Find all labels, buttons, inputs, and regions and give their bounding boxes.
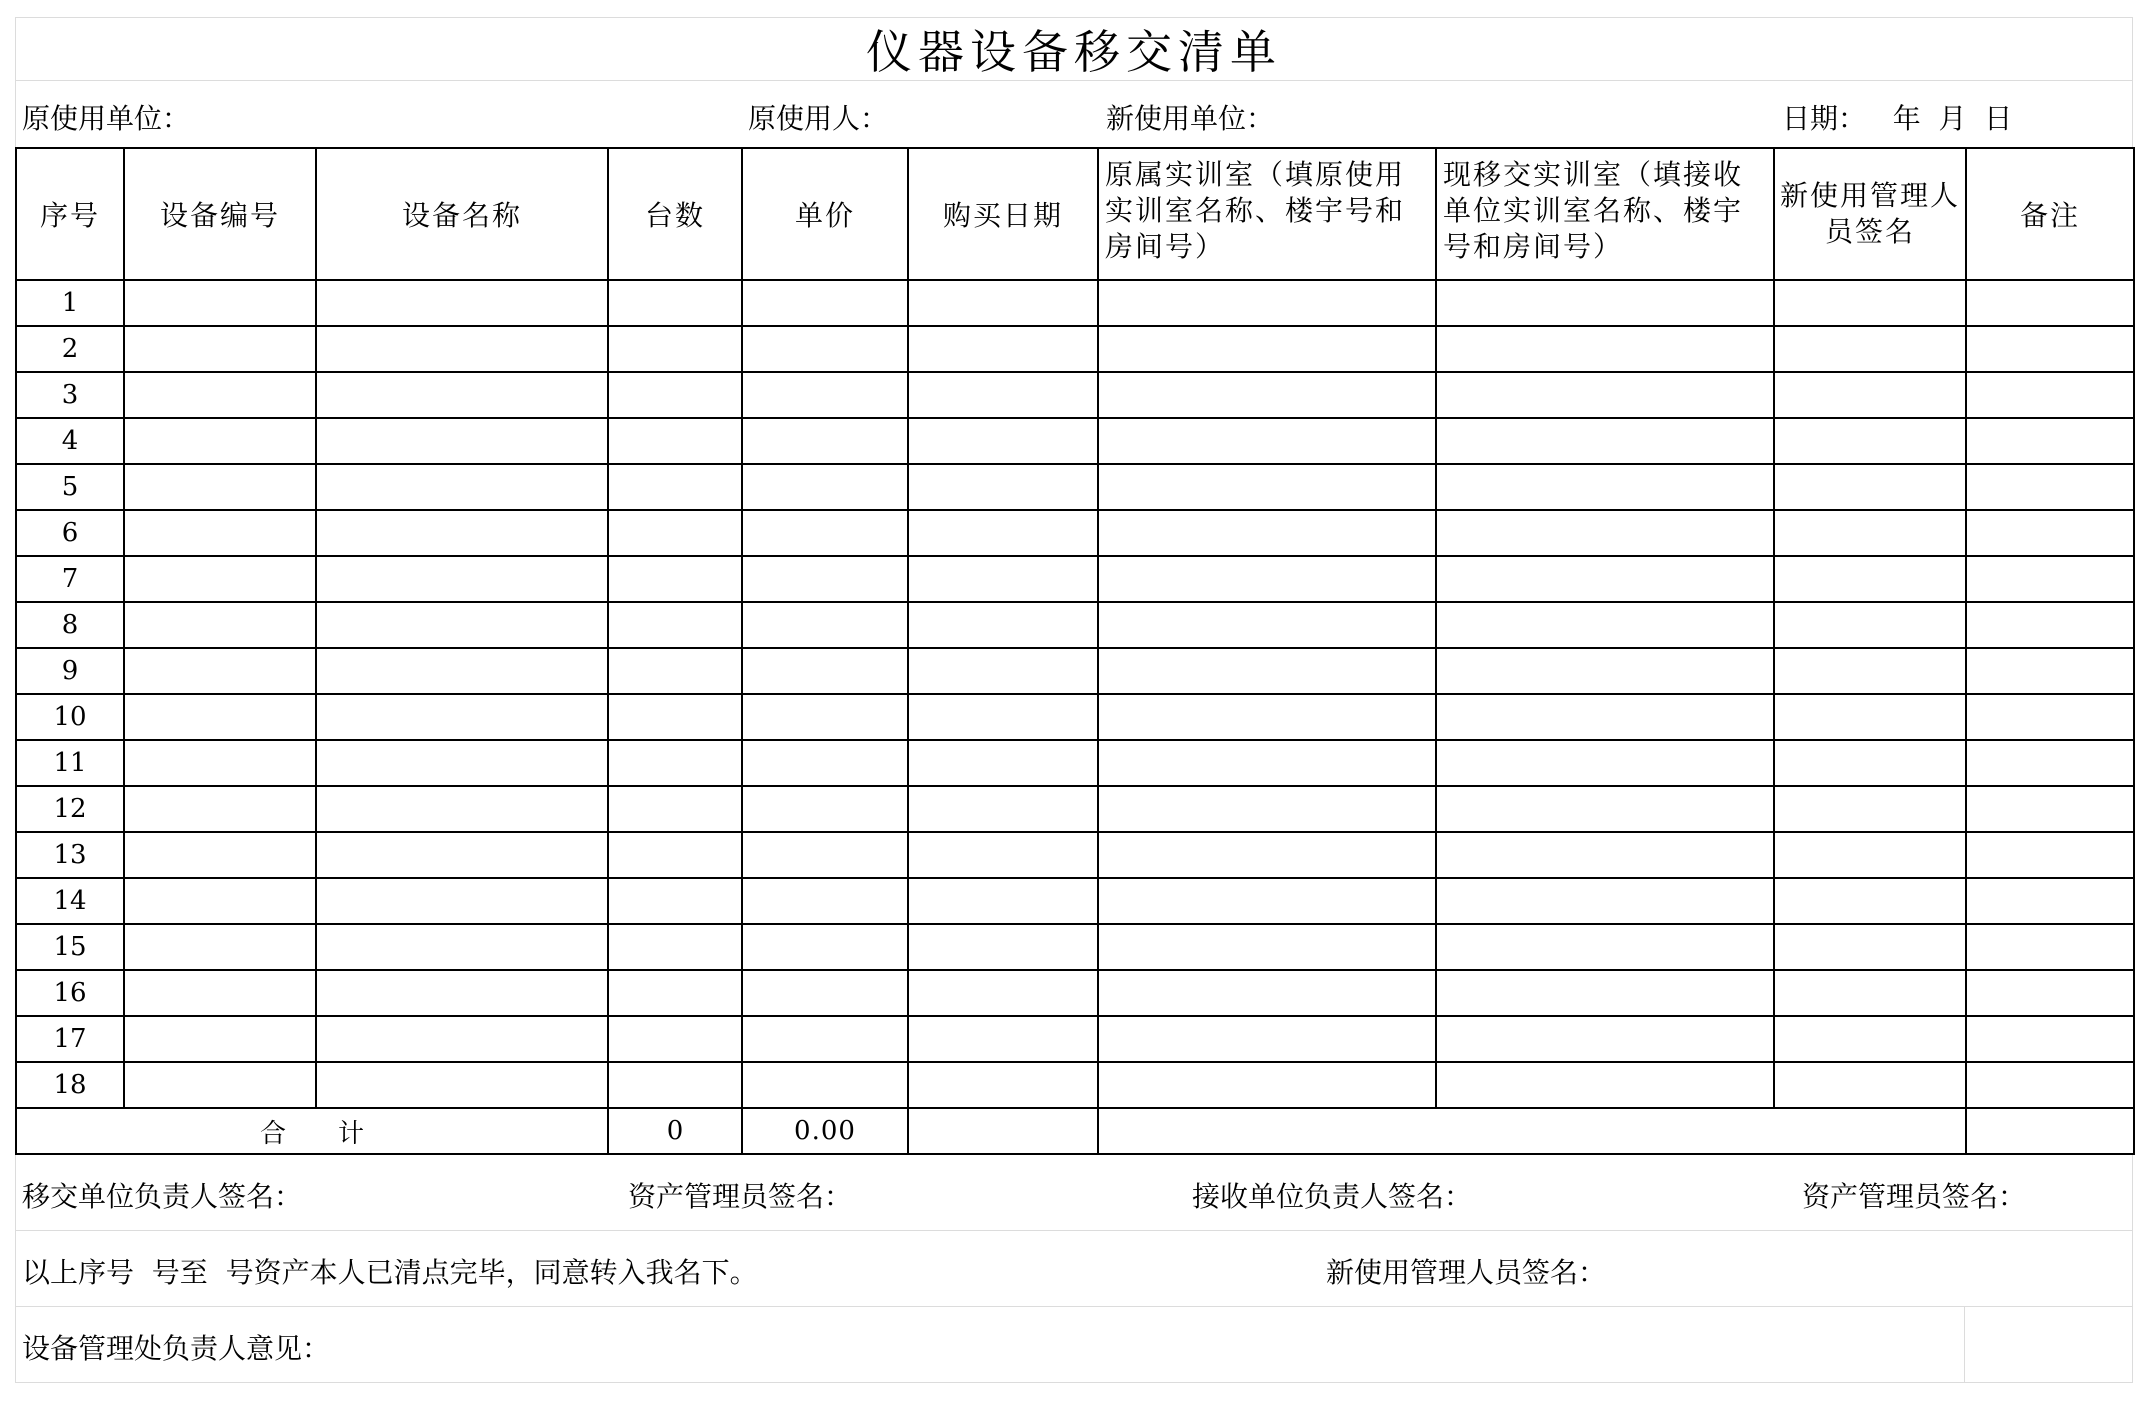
row-name-cell[interactable] xyxy=(316,694,608,740)
row-manager-cell[interactable] xyxy=(1774,556,1966,602)
row-orig-room-cell[interactable] xyxy=(1098,602,1436,648)
row-code-cell[interactable] xyxy=(124,464,316,510)
row-manager-cell[interactable] xyxy=(1774,924,1966,970)
row-price-cell[interactable] xyxy=(742,970,908,1016)
row-manager-cell[interactable] xyxy=(1774,1062,1966,1108)
row-note-cell[interactable] xyxy=(1966,464,2134,510)
row-qty-cell[interactable] xyxy=(608,602,742,648)
row-new-room-cell[interactable] xyxy=(1436,602,1774,648)
row-buy-date-cell[interactable] xyxy=(908,878,1098,924)
row-manager-cell[interactable] xyxy=(1774,786,1966,832)
table-row xyxy=(16,602,2134,648)
row-seq: 14 xyxy=(16,878,124,924)
row-qty-cell[interactable] xyxy=(608,694,742,740)
row-name-cell[interactable] xyxy=(316,924,608,970)
row-qty-cell[interactable] xyxy=(608,464,742,510)
orig-unit-label: 原使用单位： xyxy=(22,102,191,135)
row-name-cell[interactable] xyxy=(316,280,608,326)
table-row xyxy=(16,740,2134,786)
row-buy-date-cell[interactable] xyxy=(908,1062,1098,1108)
row-orig-room-cell[interactable] xyxy=(1098,280,1436,326)
table-row xyxy=(16,970,2134,1016)
row-price-cell[interactable] xyxy=(742,832,908,878)
row-buy-date-cell[interactable] xyxy=(908,326,1098,372)
header-orig-room: 原属实训室（填原使用实训室名称、楼宇号和房间号） xyxy=(1098,148,1436,280)
row-seq: 1 xyxy=(16,280,124,326)
row-seq: 3 xyxy=(16,372,124,418)
row-buy-date-cell[interactable] xyxy=(908,510,1098,556)
row-seq: 6 xyxy=(16,510,124,556)
row-price-cell[interactable] xyxy=(742,1062,908,1108)
row-code-cell[interactable] xyxy=(124,556,316,602)
header-buy-date: 购买日期 xyxy=(908,148,1098,280)
form-title: 仪器设备移交清单 xyxy=(15,17,2133,81)
row-price-cell[interactable] xyxy=(742,694,908,740)
row-buy-date-cell[interactable] xyxy=(908,602,1098,648)
row-orig-room-cell[interactable] xyxy=(1098,694,1436,740)
row-orig-room-cell[interactable] xyxy=(1098,418,1436,464)
row-note-cell[interactable] xyxy=(1966,740,2134,786)
row-buy-date-cell[interactable] xyxy=(908,740,1098,786)
header-note: 备注 xyxy=(1966,148,2134,280)
row-new-room-cell[interactable] xyxy=(1436,1062,1774,1108)
row-manager-cell[interactable] xyxy=(1774,280,1966,326)
row-seq: 8 xyxy=(16,602,124,648)
row-code-cell[interactable] xyxy=(124,740,316,786)
row-name-cell[interactable] xyxy=(316,832,608,878)
row-qty-cell[interactable] xyxy=(608,924,742,970)
row-buy-date-cell[interactable] xyxy=(908,556,1098,602)
total-row xyxy=(16,1108,2134,1154)
transfer-head-sign-label: 移交单位负责人签名： xyxy=(22,1180,303,1213)
row-code-cell[interactable] xyxy=(124,372,316,418)
row-seq: 12 xyxy=(16,786,124,832)
row-note-cell[interactable] xyxy=(1966,280,2134,326)
row-code-cell[interactable] xyxy=(124,280,316,326)
row-manager-cell[interactable] xyxy=(1774,464,1966,510)
row-qty-cell[interactable] xyxy=(608,878,742,924)
table-row xyxy=(16,280,2134,326)
row-buy-date-cell[interactable] xyxy=(908,832,1098,878)
row-buy-date-cell[interactable] xyxy=(908,372,1098,418)
row-new-room-cell[interactable] xyxy=(1436,510,1774,556)
row-seq: 15 xyxy=(16,924,124,970)
row-qty-cell[interactable] xyxy=(608,832,742,878)
row-code-cell[interactable] xyxy=(124,786,316,832)
header-new-room: 现移交实训室（填接收单位实训室名称、楼宇号和房间号） xyxy=(1436,148,1774,280)
header-manager: 新使用管理人员签名 xyxy=(1774,148,1966,280)
table-row xyxy=(16,510,2134,556)
row-new-room-cell[interactable] xyxy=(1436,326,1774,372)
row-seq: 9 xyxy=(16,648,124,694)
row-manager-cell[interactable] xyxy=(1774,694,1966,740)
row-orig-room-cell[interactable] xyxy=(1098,1062,1436,1108)
row-manager-cell[interactable] xyxy=(1774,1016,1966,1062)
table-row xyxy=(16,372,2134,418)
row-orig-room-cell[interactable] xyxy=(1098,326,1436,372)
dept-opinion-label: 设备管理处负责人意见： xyxy=(22,1332,331,1365)
row-code-cell[interactable] xyxy=(124,510,316,556)
row-orig-room-cell[interactable] xyxy=(1098,464,1436,510)
row-manager-cell[interactable] xyxy=(1774,878,1966,924)
row-orig-room-cell[interactable] xyxy=(1098,924,1436,970)
new-unit-label: 新使用单位： xyxy=(1106,102,1275,135)
row-manager-cell[interactable] xyxy=(1774,326,1966,372)
row-qty-cell[interactable] xyxy=(608,372,742,418)
row-buy-date-cell[interactable] xyxy=(908,280,1098,326)
row-code-cell[interactable] xyxy=(124,970,316,1016)
row-price-cell[interactable] xyxy=(742,786,908,832)
row-orig-room-cell[interactable] xyxy=(1098,878,1436,924)
row-qty-cell[interactable] xyxy=(608,510,742,556)
row-price-cell[interactable] xyxy=(742,464,908,510)
date-label: 日期： 年 月 日 xyxy=(1782,102,2013,135)
row-note-cell[interactable] xyxy=(1966,1062,2134,1108)
row-orig-room-cell[interactable] xyxy=(1098,970,1436,1016)
row-orig-room-cell[interactable] xyxy=(1098,740,1436,786)
row-orig-room-cell[interactable] xyxy=(1098,372,1436,418)
row-note-cell[interactable] xyxy=(1966,556,2134,602)
row-new-room-cell[interactable] xyxy=(1436,418,1774,464)
row-new-room-cell[interactable] xyxy=(1436,280,1774,326)
row-new-room-cell[interactable] xyxy=(1436,924,1774,970)
row-orig-room-cell[interactable] xyxy=(1098,510,1436,556)
row-qty-cell[interactable] xyxy=(608,326,742,372)
transfer-form xyxy=(15,17,2133,1383)
header-name: 设备名称 xyxy=(316,148,608,280)
row-orig-room-cell[interactable] xyxy=(1098,1016,1436,1062)
row-buy-date-cell[interactable] xyxy=(908,970,1098,1016)
row-code-cell[interactable] xyxy=(124,694,316,740)
row-price-cell[interactable] xyxy=(742,602,908,648)
row-qty-cell[interactable] xyxy=(608,648,742,694)
asset-admin-sign-label-2: 资产管理员签名： xyxy=(1802,1180,2027,1213)
signature-row xyxy=(15,1155,2133,1231)
row-price-cell[interactable] xyxy=(742,418,908,464)
row-note-cell[interactable] xyxy=(1966,832,2134,878)
row-seq: 13 xyxy=(16,832,124,878)
row-note-cell[interactable] xyxy=(1966,602,2134,648)
row-seq: 16 xyxy=(16,970,124,1016)
total-qty: 0 xyxy=(608,1108,742,1154)
header-qty: 台数 xyxy=(608,148,742,280)
row-code-cell[interactable] xyxy=(124,878,316,924)
total-note-cell[interactable] xyxy=(1966,1108,2134,1154)
row-seq: 2 xyxy=(16,326,124,372)
row-qty-cell[interactable] xyxy=(608,786,742,832)
row-name-cell[interactable] xyxy=(316,418,608,464)
row-code-cell[interactable] xyxy=(124,602,316,648)
opinion-row xyxy=(15,1307,2133,1383)
table-row xyxy=(16,556,2134,602)
equipment-table xyxy=(15,147,2135,1155)
table-row xyxy=(16,786,2134,832)
row-orig-room-cell[interactable] xyxy=(1098,832,1436,878)
confirm-row xyxy=(15,1231,2133,1307)
row-orig-room-cell[interactable] xyxy=(1098,556,1436,602)
table-row xyxy=(16,694,2134,740)
row-name-cell[interactable] xyxy=(316,326,608,372)
row-code-cell[interactable] xyxy=(124,326,316,372)
header-price: 单价 xyxy=(742,148,908,280)
row-name-cell[interactable] xyxy=(316,1016,608,1062)
row-name-cell[interactable] xyxy=(316,464,608,510)
row-seq: 10 xyxy=(16,694,124,740)
table-row xyxy=(16,1062,2134,1108)
row-buy-date-cell[interactable] xyxy=(908,786,1098,832)
row-price-cell[interactable] xyxy=(742,740,908,786)
row-note-cell[interactable] xyxy=(1966,970,2134,1016)
row-note-cell[interactable] xyxy=(1966,1016,2134,1062)
row-buy-date-cell[interactable] xyxy=(908,464,1098,510)
header-code: 设备编号 xyxy=(124,148,316,280)
confirm-text: 以上序号 号至 号资产本人已清点完毕，同意转入我名下。 xyxy=(22,1256,758,1289)
row-new-room-cell[interactable] xyxy=(1436,740,1774,786)
orig-user-label: 原使用人： xyxy=(748,102,889,135)
row-orig-room-cell[interactable] xyxy=(1098,648,1436,694)
table-row xyxy=(16,1016,2134,1062)
row-buy-date-cell[interactable] xyxy=(908,418,1098,464)
row-new-room-cell[interactable] xyxy=(1436,372,1774,418)
row-note-cell[interactable] xyxy=(1966,418,2134,464)
table-row xyxy=(16,326,2134,372)
row-manager-cell[interactable] xyxy=(1774,510,1966,556)
row-note-cell[interactable] xyxy=(1966,878,2134,924)
row-new-room-cell[interactable] xyxy=(1436,648,1774,694)
row-qty-cell[interactable] xyxy=(608,418,742,464)
row-new-room-cell[interactable] xyxy=(1436,786,1774,832)
total-price: 0.00 xyxy=(742,1108,908,1154)
row-manager-cell[interactable] xyxy=(1774,970,1966,1016)
row-seq: 7 xyxy=(16,556,124,602)
table-row xyxy=(16,464,2134,510)
row-name-cell[interactable] xyxy=(316,510,608,556)
row-manager-cell[interactable] xyxy=(1774,602,1966,648)
row-code-cell[interactable] xyxy=(124,1016,316,1062)
row-code-cell[interactable] xyxy=(124,648,316,694)
opinion-divider xyxy=(1964,1307,1965,1382)
row-name-cell[interactable] xyxy=(316,602,608,648)
row-price-cell[interactable] xyxy=(742,556,908,602)
row-qty-cell[interactable] xyxy=(608,556,742,602)
row-note-cell[interactable] xyxy=(1966,786,2134,832)
row-name-cell[interactable] xyxy=(316,740,608,786)
row-code-cell[interactable] xyxy=(124,418,316,464)
row-manager-cell[interactable] xyxy=(1774,418,1966,464)
header-seq: 序号 xyxy=(16,148,124,280)
row-manager-cell[interactable] xyxy=(1774,648,1966,694)
row-note-cell[interactable] xyxy=(1966,510,2134,556)
row-price-cell[interactable] xyxy=(742,280,908,326)
row-price-cell[interactable] xyxy=(742,878,908,924)
row-price-cell[interactable] xyxy=(742,648,908,694)
table-row xyxy=(16,924,2134,970)
row-qty-cell[interactable] xyxy=(608,280,742,326)
row-qty-cell[interactable] xyxy=(608,1062,742,1108)
row-buy-date-cell[interactable] xyxy=(908,1016,1098,1062)
row-new-room-cell[interactable] xyxy=(1436,464,1774,510)
info-row xyxy=(15,81,2133,147)
total-merged-cell[interactable] xyxy=(1098,1108,1966,1154)
row-orig-room-cell[interactable] xyxy=(1098,786,1436,832)
row-manager-cell[interactable] xyxy=(1774,740,1966,786)
row-new-room-cell[interactable] xyxy=(1436,878,1774,924)
table-row xyxy=(16,418,2134,464)
row-new-room-cell[interactable] xyxy=(1436,832,1774,878)
row-code-cell[interactable] xyxy=(124,832,316,878)
row-name-cell[interactable] xyxy=(316,648,608,694)
row-manager-cell[interactable] xyxy=(1774,832,1966,878)
row-new-room-cell[interactable] xyxy=(1436,1016,1774,1062)
row-name-cell[interactable] xyxy=(316,878,608,924)
row-price-cell[interactable] xyxy=(742,326,908,372)
row-code-cell[interactable] xyxy=(124,1062,316,1108)
row-note-cell[interactable] xyxy=(1966,372,2134,418)
table-row xyxy=(16,878,2134,924)
row-seq: 5 xyxy=(16,464,124,510)
row-manager-cell[interactable] xyxy=(1774,372,1966,418)
row-code-cell[interactable] xyxy=(124,924,316,970)
new-manager-sign-label: 新使用管理人员签名： xyxy=(1326,1256,1607,1289)
row-qty-cell[interactable] xyxy=(608,740,742,786)
row-buy-date-cell[interactable] xyxy=(908,924,1098,970)
row-new-room-cell[interactable] xyxy=(1436,556,1774,602)
row-new-room-cell[interactable] xyxy=(1436,970,1774,1016)
row-qty-cell[interactable] xyxy=(608,970,742,1016)
row-note-cell[interactable] xyxy=(1966,326,2134,372)
row-seq: 18 xyxy=(16,1062,124,1108)
row-name-cell[interactable] xyxy=(316,372,608,418)
asset-admin-sign-label-1: 资产管理员签名： xyxy=(628,1180,853,1213)
row-buy-date-cell[interactable] xyxy=(908,648,1098,694)
total-label: 合 计 xyxy=(16,1108,608,1154)
table-header-row xyxy=(16,148,2134,280)
row-note-cell[interactable] xyxy=(1966,924,2134,970)
row-name-cell[interactable] xyxy=(316,970,608,1016)
row-seq: 4 xyxy=(16,418,124,464)
row-price-cell[interactable] xyxy=(742,372,908,418)
row-note-cell[interactable] xyxy=(1966,648,2134,694)
table-row xyxy=(16,648,2134,694)
row-name-cell[interactable] xyxy=(316,786,608,832)
row-seq: 17 xyxy=(16,1016,124,1062)
row-price-cell[interactable] xyxy=(742,510,908,556)
row-name-cell[interactable] xyxy=(316,1062,608,1108)
row-seq: 11 xyxy=(16,740,124,786)
row-price-cell[interactable] xyxy=(742,924,908,970)
receive-head-sign-label: 接收单位负责人签名： xyxy=(1192,1180,1473,1213)
row-price-cell[interactable] xyxy=(742,1016,908,1062)
row-name-cell[interactable] xyxy=(316,556,608,602)
table-row xyxy=(16,832,2134,878)
total-buy-date-cell[interactable] xyxy=(908,1108,1098,1154)
row-qty-cell[interactable] xyxy=(608,1016,742,1062)
table-body xyxy=(16,280,2134,1108)
row-note-cell[interactable] xyxy=(1966,694,2134,740)
row-new-room-cell[interactable] xyxy=(1436,694,1774,740)
row-buy-date-cell[interactable] xyxy=(908,694,1098,740)
